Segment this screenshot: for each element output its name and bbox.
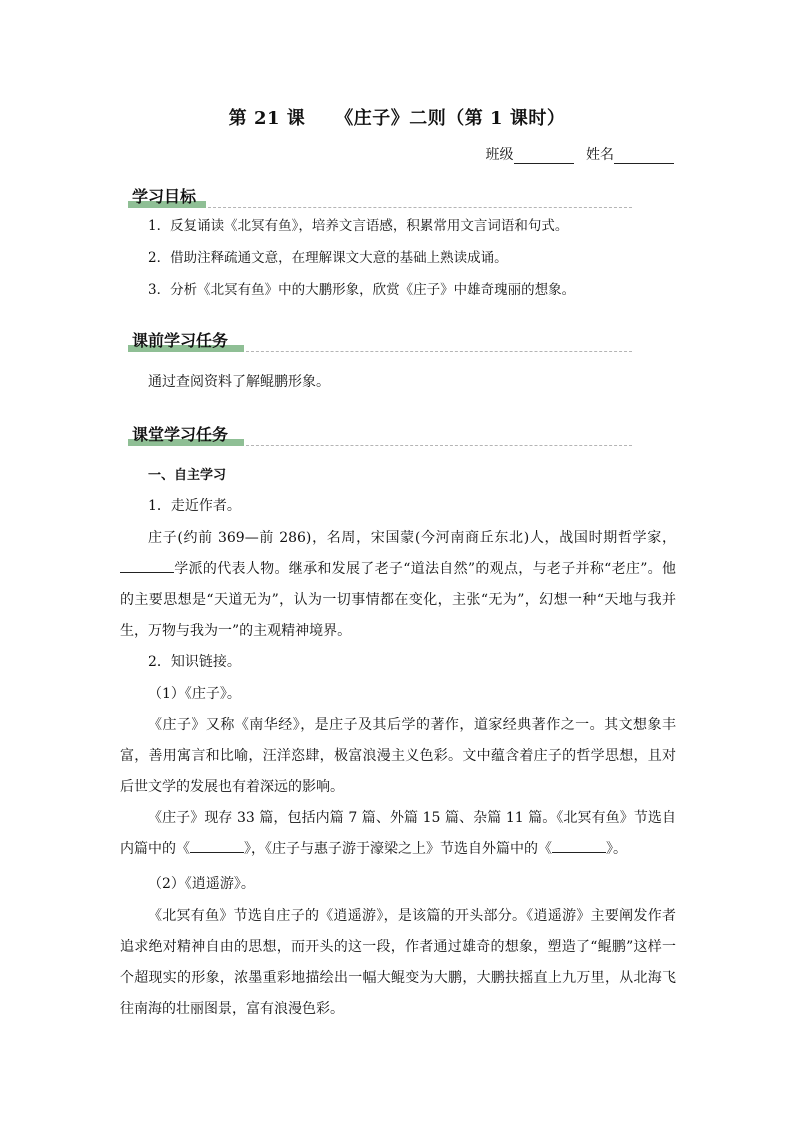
- section-class-header: [128, 422, 632, 446]
- author-text-b: 学派的代表人物。继承和发展了老子“道法自然”的观点，与老子并称“老庄”。他的主要思想是“天道无为”，认为一切事情都在变化，主张“无为”，幻想一种“天地与我并生，万物与我为一”的主观精神境界。: [120, 561, 676, 639]
- lesson-name: 《庄子》二则（第 1 课时）: [335, 108, 566, 129]
- school-blank[interactable]: [120, 556, 174, 573]
- paragraph-chapters: [120, 803, 676, 865]
- goal-item: 1．反复诵读《北冥有鱼》，培养文言语感，积累常用文言词语和句式。: [148, 218, 569, 234]
- chapters-text-c: 》。: [606, 841, 627, 857]
- author-text-a: 庄子(约前 369—前 286)，名周，宋国蒙(今河南商丘东北)人，战国时期哲学家，: [148, 530, 676, 546]
- lesson-number: 第 21 课: [228, 108, 306, 129]
- pre-task-text: 通过查阅资料了解鲲鹏形象。: [148, 374, 330, 390]
- goal-item: 2．借助注释疏通文意，在理解课文大意的基础上熟读成诵。: [148, 250, 508, 266]
- class-label: 班级: [485, 147, 514, 163]
- paragraph-xiaoyaoyou: [120, 901, 676, 1025]
- page-title: [0, 104, 794, 130]
- subheading-self-study: 一、自主学习: [148, 468, 227, 483]
- outer-chapter-blank[interactable]: [552, 836, 606, 853]
- section-pre-title: 课前学习任务: [132, 331, 229, 350]
- name-blank[interactable]: [614, 149, 674, 164]
- paragraph-zhuangzi: [120, 710, 676, 803]
- xiaoyaoyou-text: 《北冥有鱼》节选自庄子的《逍遥游》，是该篇的开头部分。《逍遥游》主要阐发作者追求绝对精神自由的思想，而开头的这一段，作者通过雄奇的想象，塑造了“鲲鹏”这样一个超现实的形象，浓墨重彩地描绘出一幅大鲲变为大鹏，大鹏扶摇直上九万里，从北海飞往南海的壮丽图景，富有浪漫色彩。: [120, 908, 676, 1017]
- goal-item: 3．分析《北冥有鱼》中的大鹏形象，欣赏《庄子》中雄奇瑰丽的想象。: [148, 282, 576, 298]
- item-knowledge: 2．知识链接。: [148, 654, 241, 670]
- section-pre-header: [128, 328, 632, 352]
- subheading-zhuangzi: （1）《庄子》。: [148, 686, 241, 702]
- section-goals-header: [128, 184, 632, 208]
- inner-chapter-blank[interactable]: [190, 836, 244, 853]
- chapters-text-a: 《庄子》现存 33 篇，包括内篇 7 篇、外篇 15 篇、杂篇 11 篇。《北冥有鱼》节选自内篇中的《: [120, 810, 676, 857]
- class-blank[interactable]: [514, 149, 574, 164]
- zhuangzi-intro-text: 《庄子》又称《南华经》，是庄子及其后学的著作，道家经典著作之一。其文想象丰富，善用寓言和比喻，汪洋恣肆，极富浪漫主义色彩。文中蕴含着庄子的哲学思想，且对后世文学的发展也有着深远的影响。: [120, 717, 676, 795]
- item-author: 1．走近作者。: [148, 498, 241, 514]
- name-label: 姓名: [586, 147, 614, 163]
- chapters-text-b: 》，《庄子与惠子游于濠梁之上》节选自外篇中的《: [244, 841, 552, 857]
- section-goals-title: 学习目标: [132, 187, 197, 206]
- section-class-title: 课堂学习任务: [132, 425, 229, 444]
- student-info: [486, 144, 674, 164]
- subheading-xiaoyaoyou: （2）《逍遥游》。: [148, 876, 255, 892]
- paragraph-author: [120, 523, 676, 647]
